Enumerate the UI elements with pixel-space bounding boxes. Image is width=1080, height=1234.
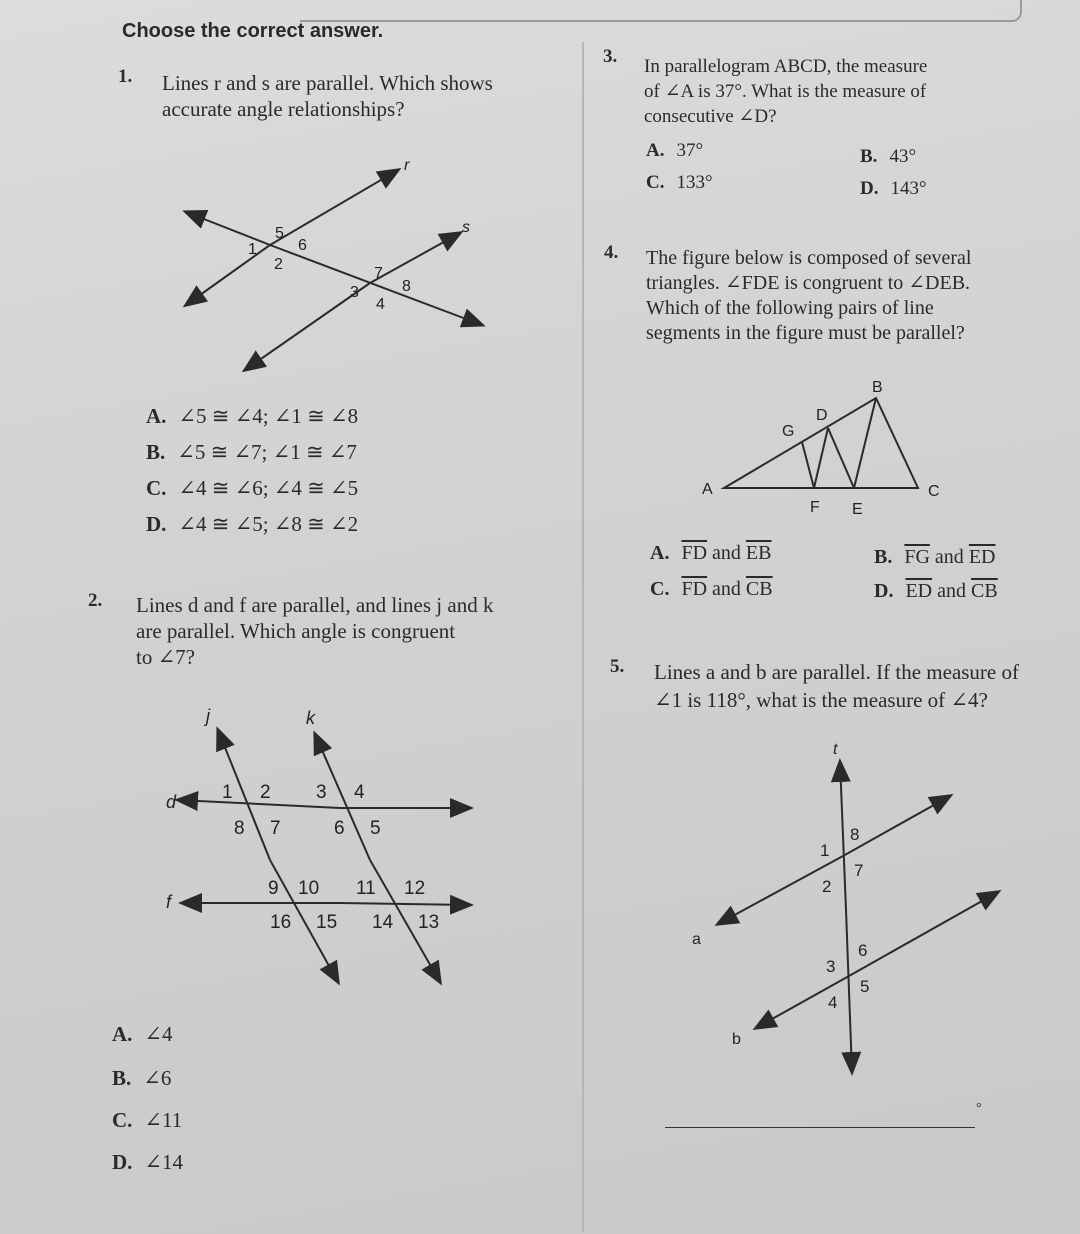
question-2-text [136, 592, 493, 670]
q5-label-t: t [833, 741, 838, 758]
q4-segment-eb [854, 398, 876, 488]
q2-angle-10: 10 [298, 878, 320, 899]
question-2-line-2: are parallel. Which angle is congruent [136, 619, 456, 643]
q3-choice-a[interactable]: A. 37° [646, 140, 704, 161]
question-3-number: 3. [603, 46, 618, 67]
q4-point-c: C [928, 483, 940, 500]
q1-angle-8: 8 [402, 278, 411, 295]
q4-choice-c[interactable]: C. $\overline{FD}$ and $\overline{CB}$ [650, 578, 773, 600]
q1-angle-7: 7 [374, 265, 383, 282]
q1-line-r-up-arrow [270, 170, 398, 245]
q2-choice-a[interactable]: A. ∠4 [112, 1022, 173, 1046]
question-5-line-2: ∠1 is 118°, what is the measure of ∠4? [654, 688, 988, 712]
q3-choice-d[interactable]: D. 143° [860, 178, 927, 199]
q4-choice-a[interactable]: A. $\overline{FD}$ and $\overline{EB}$ [650, 542, 772, 564]
q2-angle-14: 14 [372, 912, 394, 933]
q5-angle-5: 5 [860, 977, 870, 996]
q5-answer-blank[interactable] [665, 1127, 975, 1128]
question-3-line-2: of ∠A is 37°. What is the measure of [644, 81, 927, 102]
q2-angle-5: 5 [370, 818, 381, 839]
page-border-top [300, 0, 1022, 22]
question-4-line-3: Which of the following pairs of line [646, 297, 934, 319]
q5-angle-1: 1 [820, 841, 830, 860]
q1-choice-b[interactable]: B. ∠5 ≅ ∠7; ∠1 ≅ ∠7 [146, 440, 357, 464]
q2-angle-9: 9 [268, 878, 279, 899]
q3-choice-c[interactable]: C. 133° [646, 172, 713, 193]
q2-label-j: j [206, 706, 210, 726]
q2-angle-6: 6 [334, 818, 345, 839]
question-2-number: 2. [88, 590, 103, 611]
q4-point-a: A [702, 481, 713, 498]
q5-angle-6: 6 [858, 941, 868, 960]
q5-angle-2: 2 [822, 877, 832, 896]
q2-line-f-right [340, 903, 470, 905]
column-divider [582, 42, 584, 1232]
q3-choice-b[interactable]: B. 43° [860, 146, 917, 167]
q4-choice-b[interactable]: B. $\overline{FG}$ and $\overline{ED}$ [874, 546, 996, 568]
q2-choice-d[interactable]: D. ∠14 [112, 1150, 184, 1174]
q5-angle-4: 4 [828, 993, 838, 1012]
question-1-number: 1. [118, 66, 133, 87]
question-2-figure [160, 700, 490, 1000]
q5-line-t-up [840, 762, 846, 910]
q1-choice-c[interactable]: C. ∠4 ≅ ∠6; ∠4 ≅ ∠5 [146, 476, 359, 500]
question-5-figure [680, 730, 1020, 1080]
q2-angle-8: 8 [234, 818, 245, 839]
q2-label-k: k [306, 708, 315, 728]
q1-angle-2: 2 [274, 256, 283, 273]
q4-choice-d[interactable]: D. $\overline{ED}$ and $\overline{CB}$ [874, 580, 998, 602]
q5-line-b-right [849, 892, 998, 976]
q5-angle-8: 8 [850, 825, 860, 844]
q2-angle-12: 12 [404, 878, 426, 899]
q4-point-f: F [810, 499, 820, 516]
q1-angle-1: 1 [248, 241, 257, 258]
q4-point-b: B [872, 379, 883, 396]
question-4-line-4: segments in the figure must be parallel? [646, 322, 965, 344]
instructions-header: Choose the correct answer. [122, 20, 384, 42]
q2-angle-3: 3 [316, 782, 327, 803]
question-1-line-2: accurate angle relationships? [162, 97, 405, 121]
q2-label-f: f [166, 892, 172, 912]
question-5-number: 5. [610, 656, 625, 677]
q5-angle-7: 7 [854, 861, 864, 880]
q1-angle-5: 5 [275, 225, 284, 242]
q4-point-d: D [816, 407, 828, 424]
q5-label-a: a [692, 931, 701, 948]
q1-choice-a[interactable]: A. ∠5 ≅ ∠4; ∠1 ≅ ∠8 [146, 404, 359, 428]
question-4-figure [690, 370, 960, 520]
question-1-text [162, 70, 493, 122]
q5-angle-3: 3 [826, 957, 836, 976]
question-1-line-1: Lines r and s are parallel. Which shows [162, 71, 493, 95]
question-2-line-1: Lines d and f are parallel, and lines j and k [136, 593, 494, 617]
q2-label-d: d [166, 792, 177, 812]
question-3-text [644, 54, 927, 129]
q1-angle-6: 6 [298, 237, 307, 254]
q1-line-r-down-arrow [186, 245, 270, 305]
q1-transversal-right-arrow [270, 245, 482, 325]
question-1-figure [170, 150, 510, 390]
question-3-line-3: consecutive ∠D? [644, 106, 777, 127]
question-3-line-1: In parallelogram ABCD, the measure [644, 56, 928, 77]
q1-choice-d[interactable]: D. ∠4 ≅ ∠5; ∠8 ≅ ∠2 [146, 512, 359, 536]
q1-line-s-up-arrow [370, 233, 460, 283]
q4-segment-gf [802, 442, 814, 488]
q2-angle-7: 7 [270, 818, 281, 839]
question-4-text [646, 246, 971, 346]
q1-transversal-left-arrow [186, 212, 270, 245]
question-5-line-1: Lines a and b are parallel. If the measure of [654, 660, 1019, 684]
q2-angle-13: 13 [418, 912, 440, 933]
question-4-number: 4. [604, 242, 619, 263]
q1-label-s: s [462, 219, 470, 236]
q4-segment-de [828, 428, 854, 488]
q2-angle-4: 4 [354, 782, 365, 803]
q5-label-b: b [732, 1031, 741, 1048]
q2-angle-15: 15 [316, 912, 338, 933]
question-2-line-3: to ∠7? [136, 645, 196, 669]
q1-angle-3: 3 [350, 284, 359, 301]
q1-label-r: r [404, 157, 410, 174]
q5-degree-symbol: ° [976, 1101, 982, 1116]
q5-line-t-down [846, 910, 852, 1072]
question-4-line-2: triangles. ∠FDE is congruent to ∠DEB. [646, 272, 971, 294]
q2-angle-2: 2 [260, 782, 271, 803]
question-5-text [654, 658, 1019, 714]
q4-segment-fd [814, 428, 828, 488]
q2-choice-b[interactable]: B. ∠6 [112, 1066, 172, 1090]
q2-choice-c[interactable]: C. ∠11 [112, 1108, 183, 1132]
q2-angle-16: 16 [270, 912, 292, 933]
q1-angle-4: 4 [376, 296, 385, 313]
question-4-line-1: The figure below is composed of several [646, 247, 972, 269]
q2-angle-11: 11 [356, 878, 376, 899]
q4-point-g: G [782, 423, 795, 440]
q4-point-e: E [852, 501, 863, 518]
q2-angle-1: 1 [222, 782, 233, 803]
